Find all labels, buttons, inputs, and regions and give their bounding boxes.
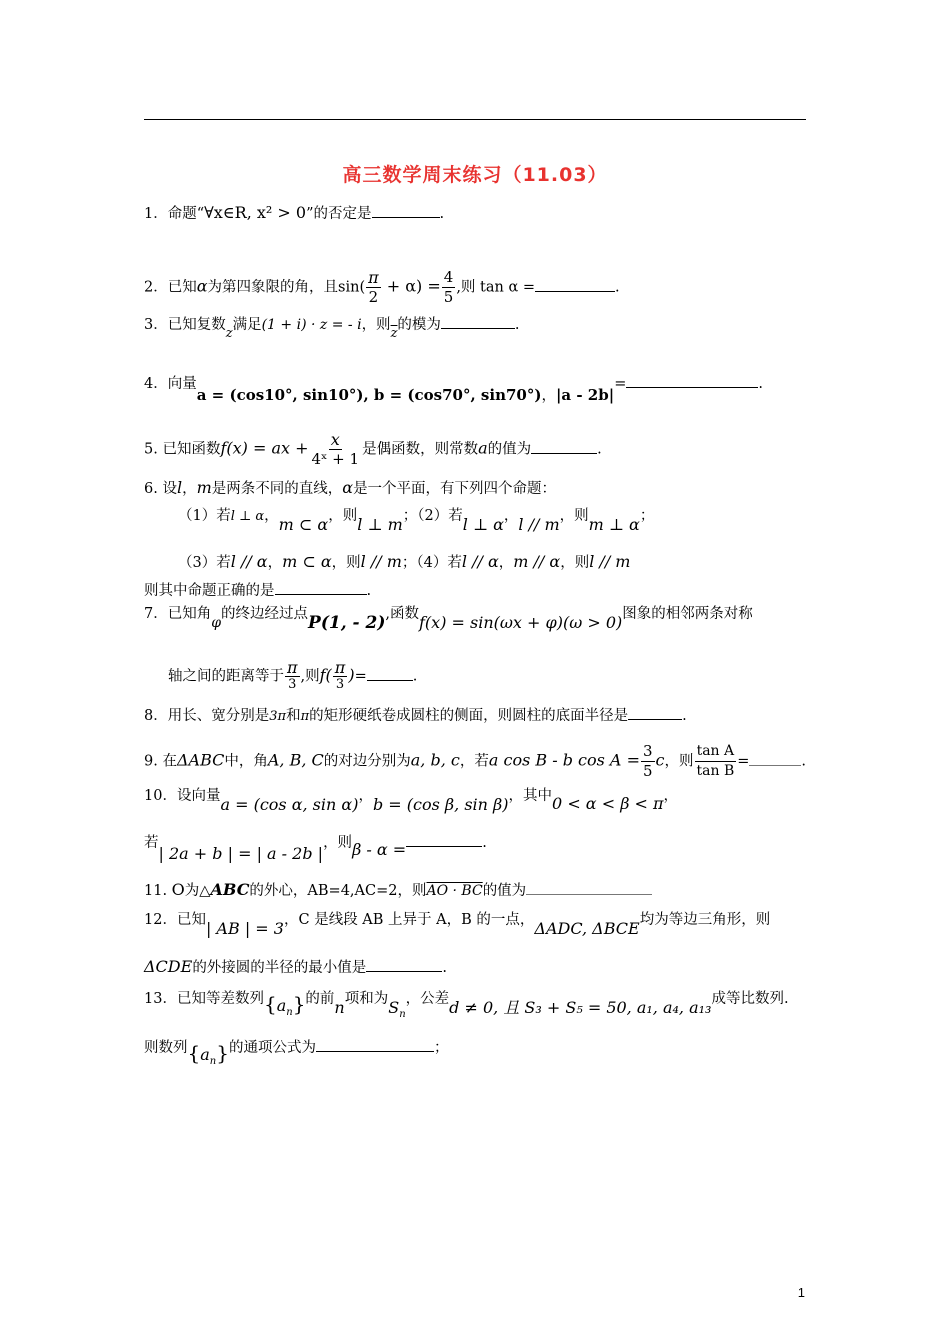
fraction: $\frac{\text{tan A}}{\text{tan B}}$ (696, 743, 735, 779)
answer-blank (531, 439, 597, 454)
question-7-line-2: 轴之间的距离等于 $\frac{\pi}{3}$ ,则f( $\frac{\pi}{3}$ )= . (168, 658, 418, 692)
fraction: $\frac{x}{\text{4ˣ + 1}}$ (311, 430, 360, 468)
fraction: $\frac{\pi}{3}$ (287, 658, 298, 692)
question-6-props-1-2: （1）若l ⊥ α，m ⊂ α，则l ⊥ m；（2）若l ⊥ α，l // m，则m ⊥ α； (178, 508, 655, 534)
question-6-props-3-4: （3）若l // α，m ⊂ α，则l // m；（4）若l // α，m // α，则l // m (178, 552, 631, 571)
question-12-line-2: ΔCDE的外接圆的半径的最小值是 . (144, 957, 447, 976)
page-number: 1 (797, 1285, 805, 1300)
question-12: 12．已知| AB | = 3，C 是线段 AB 上异于 A，B 的一点，ΔADC, ΔBCE均为等边三角形，则 (144, 912, 771, 938)
fraction: $\frac{4}{5}$ (443, 268, 454, 306)
answer-blank (749, 751, 801, 766)
question-8: 8．用长、宽分别是3π和π的矩形硬纸卷成圆柱的侧面，则圆柱的底面半径是 . (144, 705, 687, 727)
question-13: 13．已知等差数列$\{a_n\}$的前n项和为$S_n$，公差d ≠ 0, 且 S₃ + S₅ = 50, a₁, a₄, a₁₃成等比数列. (144, 991, 789, 1020)
question-6: 6. 设l，m是两条不同的直线，α是一个平面，有下列四个命题： (144, 478, 557, 497)
question-6-answer: 则其中命题正确的是 . (144, 580, 371, 601)
question-10-line-2: 若| 2a + b | = | a - 2b |，则β - α = . (144, 832, 487, 853)
fraction: $\frac{\pi}{2}$ (368, 268, 379, 306)
answer-blank (406, 832, 482, 847)
answer-blank (372, 203, 440, 218)
header-rule (144, 119, 806, 120)
page-title: 高三数学周末练习（11.03） (342, 164, 608, 186)
question-9: 9. 在ΔABC中，角A, B, C的对边分别为a, b, c，若a cos B - b cos A = $\frac{3}{5}$ c，则 $\frac{\text{tan A}}{\text{tan B}}$ = . (144, 742, 806, 780)
q1-math: ∀x∈R, x² > 0 (204, 203, 307, 222)
question-10: 10．设向量a = (cos α, sin α)，b = (cos β, sin β)，其中0 < α < β < π， (144, 788, 679, 814)
question-3: 3．已知复数z满足(1 + i) · z = - i，则$\overline{z}$的模为 . (144, 314, 520, 344)
answer-blank (626, 373, 758, 388)
question-7: 7．已知角φ的终边经过点P(1, - 2),函数f(x) = sin(ωx + φ)(ω > 0)图象的相邻两条对称 (144, 606, 753, 633)
question-11: 11. O为△ABC的外心，AB=4,AC=2，则AO · BC的值为 (144, 880, 652, 901)
answer-blank (535, 277, 615, 292)
answer-blank (628, 705, 682, 720)
question-13-line-2: 则数列$\{a_n\}$的通项公式为 ； (144, 1035, 448, 1064)
fraction: $\frac{\pi}{3}$ (334, 658, 346, 692)
answer-blank (367, 666, 413, 681)
question-4: 4．向量a = (cos10°, sin10°), b = (cos70°, sin70°)，|a - 2b|= . (144, 373, 763, 394)
answer-blank (441, 314, 515, 329)
answer-blank (526, 880, 652, 895)
question-2: 2．已知α为第四象限的角，且sin( $\frac{\pi}{2}$ + α) = $\frac{4}{5}$ ,则 tan α = . (144, 268, 620, 306)
question-1: 1．命题“∀x∈R, x² > 0”的否定是 . (144, 203, 445, 222)
answer-blank (275, 580, 367, 595)
answer-blank (366, 957, 442, 972)
fraction: $\frac{3}{5}$ (642, 742, 653, 780)
question-5: 5. 已知函数f(x) = ax + $\frac{x}{\text{4ˣ + 1}}$ 是偶函数，则常数a的值为 . (144, 430, 602, 468)
answer-blank (316, 1037, 434, 1052)
